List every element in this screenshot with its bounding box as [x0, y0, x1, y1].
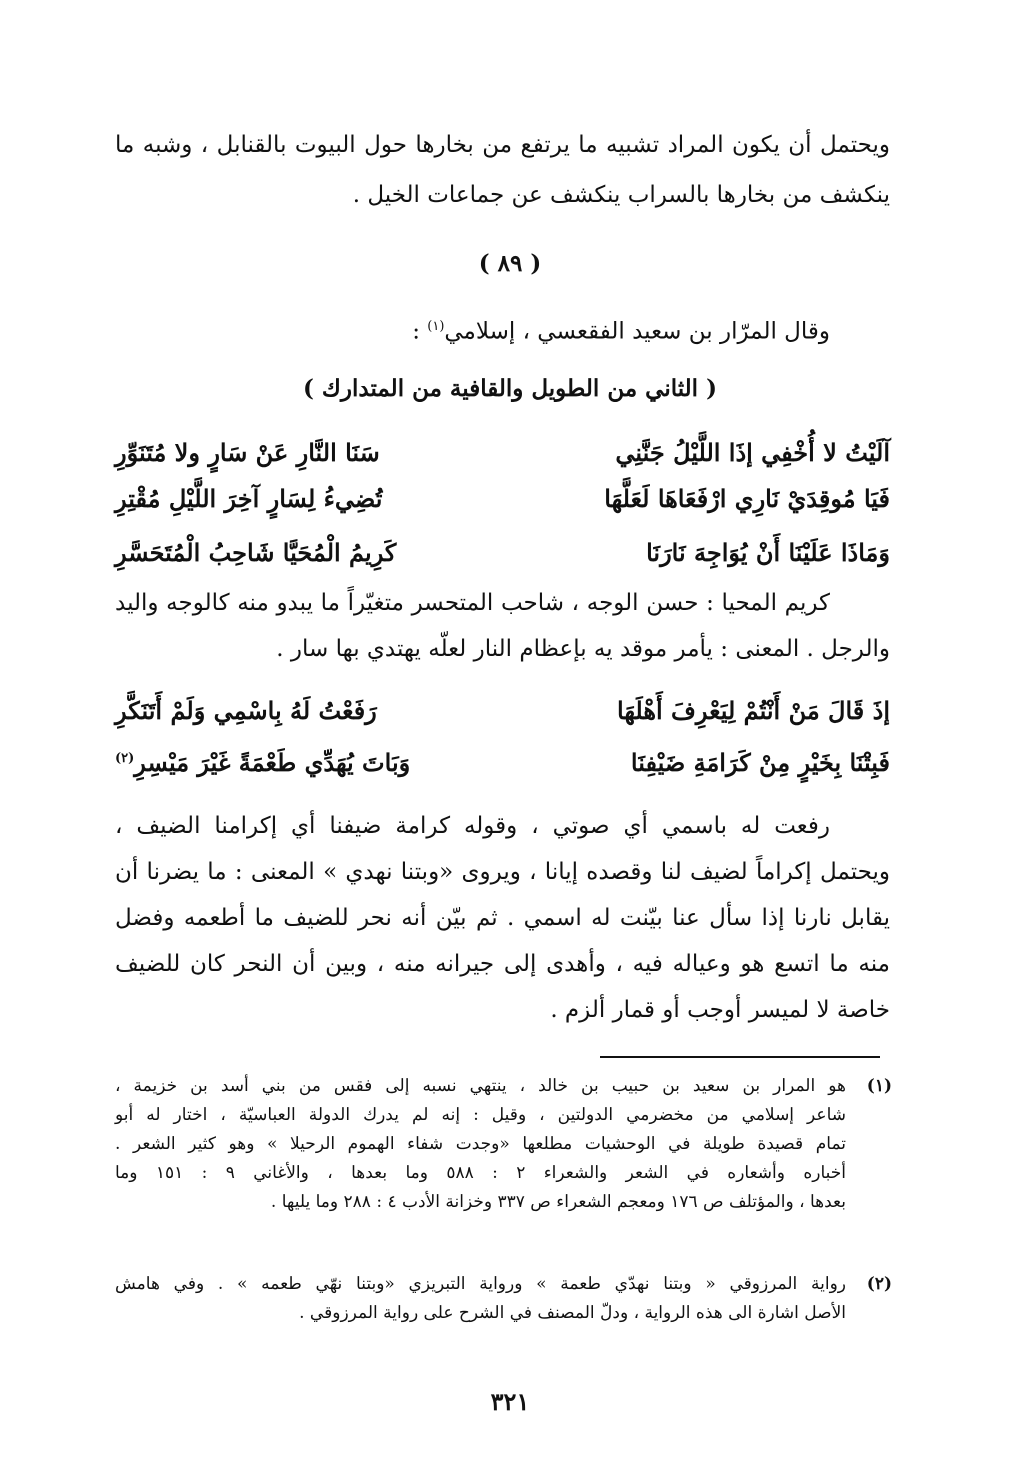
- footnote-line: شاعر إسلامي من مخضرمي الدولتين ، وقيل : إنه لم يدرك الدولة العباسيّة ، اختار له أبو: [115, 1105, 846, 1125]
- gloss-b-line: خاصة لا لميسر أوجب أو قمار ألزم .: [550, 997, 890, 1023]
- verse-first-hemistich: آلَيْتُ لا أُخْفِي إذَا اللَّيْلُ جَنَّنِي: [615, 437, 890, 467]
- poet-line: [115, 302, 830, 357]
- verse-row: [115, 688, 890, 732]
- verse-second-hemistich: سَنَا النَّارِ عَنْ سَارٍ ولا مُتَنَوِّرِ: [115, 437, 380, 467]
- gloss-b-line: يقابل نارنا إذا سأل عنا بيّنت له اسمي . ثم بيّن أنه نحر للضيف ما أطعمه وفضل: [115, 905, 890, 931]
- verse-row: [115, 740, 890, 784]
- footnote-line: أخباره وأشعاره في الشعر والشعراء ٢ : ٥٨٨ وما بعدها ، والأغاني ٩ : ١٥١ وما: [115, 1163, 847, 1183]
- footnote-line: بعدها ، والمؤتلف ص ١٧٦ ومعجم الشعراء ص ٣٣٧ وخزانة الأدب ٤ : ٢٨٨ وما يليها .: [270, 1192, 846, 1212]
- poet-line-text: وقال المرّار بن سعيد الفقعسي ، إسلامي: [444, 318, 830, 345]
- verse-first-hemistich: فَبِتْنَا بِخَيْرٍ مِنْ كَرَامَةِ ضَيْفِنَا: [630, 747, 890, 777]
- gloss-a-line-2: والرجل . المعنى : يأمر موقد يه بإعظام النار لعلّه يهتدي بها سار .: [276, 636, 890, 662]
- meter-label: ( الثاني من الطويل والقافية من المتدارك ): [303, 375, 717, 402]
- verse-row: [115, 430, 890, 474]
- footnote-line: تمام قصيدة طويلة في الوحشيات مطلعها «وجدت شفاء الهموم الرحيلا » وهو كثير الشعر .: [115, 1134, 846, 1154]
- poem-number: ( ٨٩ ): [478, 250, 542, 277]
- gloss-paragraph-a: [115, 580, 890, 672]
- footnote-number: (٢): [866, 1274, 892, 1294]
- footnote-number: (١): [866, 1076, 892, 1096]
- gloss-paragraph-b: [115, 803, 890, 1033]
- gloss-b-line: منه ما اتسع هو وعياله فيه ، وأهدى إلى جيرانه منه ، وبين أن النحر كان للضيف: [115, 951, 890, 977]
- footnote-line: هو المرار بن سعيد بن حبيب بن خالد ، ينتهي نسبه إلى فقس من بني أسد بن خزيمة ،: [115, 1076, 846, 1096]
- verse-first-hemistich: إذَ قَالَ مَنْ أَنْتُمْ لِيَعْرِفَ أَهْلَهَا: [617, 695, 890, 725]
- verse-first-hemistich: فَيَا مُوقِدَيْ نَارِي ارْفَعَاهَا لَعَلَّهَا: [604, 483, 890, 513]
- gloss-b-line: رفعت له باسمي أي صوتي ، وقوله كرامة ضيفنا أي إكرامنا الضيف ،: [115, 813, 830, 839]
- footnote-line: رواية المرزوقي « وبتنا نهدّي طعمة » ورواية التبريزي «وبتنا نهّي طعمه » . وفي هامش: [115, 1274, 846, 1294]
- footnote-ref-1: (١): [427, 319, 445, 334]
- footnote-divider: [600, 1056, 880, 1058]
- verse-second-text: وَبَاتَ يُهَدِّي طَعْمَةً غَيْرَ مَيْسِرِ: [134, 747, 411, 777]
- gloss-b-line: ويحتمل إكراماً لضيف لنا وقصده إيانا ، ويروى «وبتنا نهدي » المعنى : ما يضرنا أن: [115, 859, 890, 885]
- footnote-ref-2: (٢): [115, 750, 135, 766]
- footnote-2: [115, 1270, 890, 1328]
- intro-line-1: ويحتمل أن يكون المراد تشبيه ما يرتفع من بخارها حول البيوت بالقنابل ، وشبه ما: [115, 132, 890, 158]
- verse-row: [115, 530, 890, 574]
- footnote-line: الأصل اشارة الى هذه الرواية ، ودلّ المصنف في الشرح على رواية المرزوقي .: [299, 1303, 846, 1323]
- poet-line-tail: :: [412, 318, 428, 345]
- verse-second-hemistich: كَرِيمُ الْمُحَيَّا شَاحِبُ الْمُتَحَسَّرِ: [115, 537, 397, 567]
- gloss-a-line-1: كريم المحيا : حسن الوجه ، شاحب المتحسر متغيّراً ما يبدو منه كالوجه واليد: [115, 590, 830, 616]
- footnote-1: [115, 1072, 890, 1217]
- verse-first-hemistich: وَمَاذَا عَلَيْنَا أَنْ يُوَاجِهَ نَارَنَا: [646, 537, 890, 567]
- page-number: ٣٢١: [490, 1387, 530, 1416]
- intro-line-2: ينكشف من بخارها بالسراب ينكشف عن جماعات الخيل .: [352, 182, 890, 208]
- verse-row: [115, 476, 890, 520]
- verse-second-hemistich: [115, 748, 410, 777]
- verse-second-hemistich: تُضِيءُ لِسَارٍ آخِرَ اللَّيْلِ مُقْتِرِ: [115, 483, 383, 513]
- verse-second-hemistich: رَفَعْتُ لَهُ بِاسْمِي وَلَمْ أَتَنَكَّرِ: [115, 695, 377, 725]
- intro-paragraph: [115, 120, 890, 220]
